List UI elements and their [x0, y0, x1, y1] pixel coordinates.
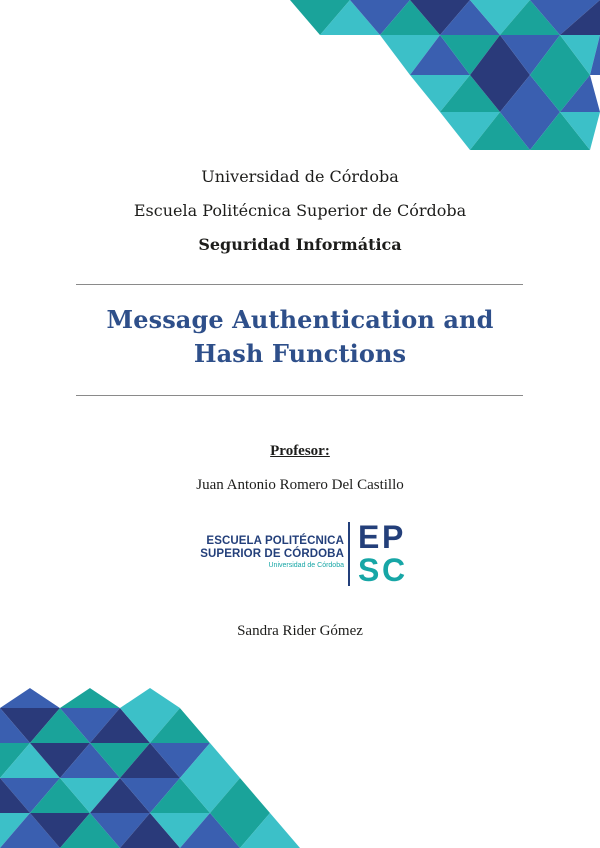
university-name: Universidad de Córdoba [201, 167, 399, 186]
monogram-letter-s: S [358, 552, 380, 588]
logo-subline: Universidad de Córdoba [268, 562, 344, 569]
divider-bottom [76, 395, 523, 396]
course-name: Seguridad Informática [198, 235, 402, 254]
epsc-monogram [358, 521, 410, 587]
monogram-letter-e: E [358, 519, 380, 555]
decorative-triangles-top-right [290, 0, 600, 150]
school-logo [188, 519, 412, 589]
logo-separator [348, 522, 350, 586]
logo-line-2: SUPERIOR DE CÓRDOBA [200, 548, 344, 560]
logo-line-1: ESCUELA POLITÉCNICA [206, 535, 344, 547]
professor-label: Profesor: [270, 443, 330, 459]
author-name: Sandra Rider Gómez [237, 623, 363, 639]
monogram-letter-p: P [382, 519, 404, 555]
professor-name: Juan Antonio Romero Del Castillo [196, 477, 404, 493]
document-title-line-2: Hash Functions [193, 339, 407, 368]
logo-wordmark [200, 535, 344, 570]
decorative-triangles-bottom-left [0, 688, 300, 848]
document-title-line-1: Message Authentication and [106, 305, 494, 334]
school-name: Escuela Politécnica Superior de Córdoba [133, 201, 467, 220]
monogram-letter-c: C [382, 552, 406, 588]
divider-top [76, 284, 523, 285]
